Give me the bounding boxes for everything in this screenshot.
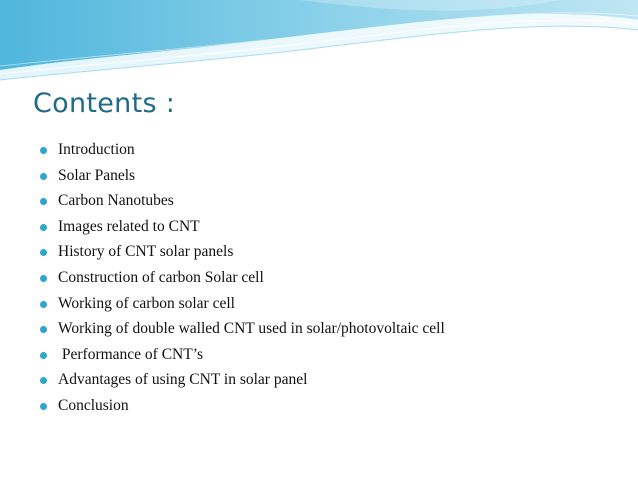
list-item-text: Solar Panels [58, 166, 136, 184]
bullet-icon [40, 275, 47, 282]
list-item [40, 268, 445, 294]
list-item [40, 217, 445, 243]
bullet-icon [40, 326, 47, 333]
bullet-icon [40, 173, 47, 180]
bullet-icon [40, 224, 47, 231]
list-item [40, 191, 445, 217]
slide-title: Contents : [33, 88, 176, 119]
list-item [40, 319, 445, 345]
list-item [40, 345, 445, 371]
list-item [40, 140, 445, 166]
list-item [40, 294, 445, 320]
list-item [40, 396, 445, 422]
list-item-text: Images related to CNT [58, 217, 200, 235]
bullet-icon [40, 377, 47, 384]
bullet-icon [40, 352, 47, 359]
list-item [40, 242, 445, 268]
list-item-text: Introduction [58, 141, 135, 158]
list-item [40, 166, 445, 192]
list-item-text: Working of double walled CNT used in solar/photovoltaic cell [58, 320, 445, 338]
list-item-text: Carbon Nanotubes [58, 192, 174, 210]
bullet-icon [40, 249, 47, 256]
list-item-text: Working of carbon solar cell [58, 294, 235, 312]
bullet-icon [40, 403, 47, 410]
list-item-text: Advantages of using CNT in solar panel [58, 371, 308, 389]
list-item-text: Conclusion [58, 396, 129, 414]
list-item [40, 370, 445, 396]
contents-list [40, 140, 445, 422]
bullet-icon [40, 147, 47, 154]
list-item-text: Construction of carbon Solar cell [58, 268, 264, 286]
bullet-icon [40, 198, 47, 205]
list-item-text: History of CNT solar panels [58, 243, 234, 261]
list-item-text: Performance of CNT’s [58, 345, 204, 363]
bullet-icon [40, 301, 47, 308]
